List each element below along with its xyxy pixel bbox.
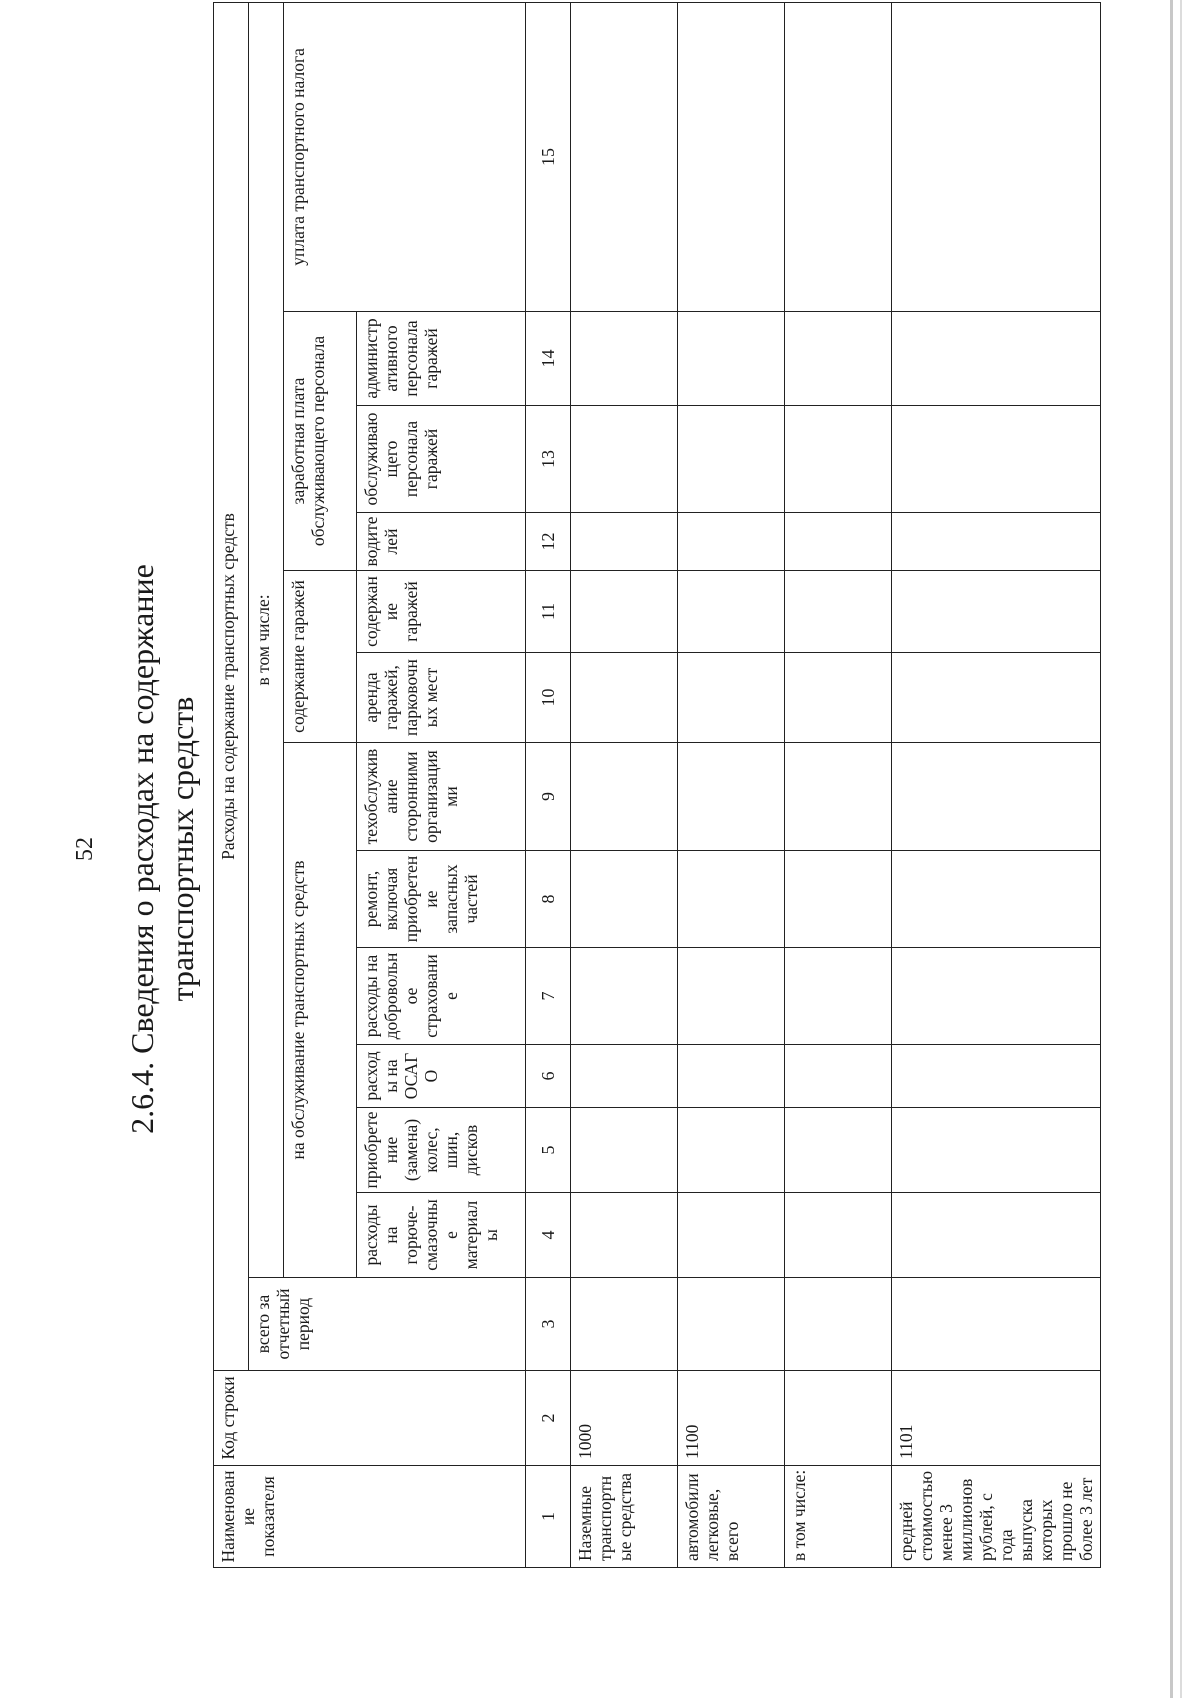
column-number: 11 [526,571,571,653]
data-cell [785,1108,892,1193]
header-col14: административного персонала гаражей [357,312,526,406]
data-cell [785,653,892,743]
header-total: всего за отчетный период [249,1278,526,1371]
header-col13: обслуживающего персонала гаражей [357,406,526,513]
header-col9: техобслуживание сторонними организациями [357,743,526,851]
data-cell [571,653,678,743]
header-including: в том числе: [249,2,284,1277]
data-cell [571,743,678,851]
column-number: 4 [526,1193,571,1278]
data-cell [571,2,678,311]
header-garage-group: содержание гаражей [284,571,357,743]
data-cell [571,1193,678,1278]
data-cell [892,2,1101,311]
row-name: автомобили легковые, всего [678,1466,785,1568]
data-cell [892,1108,1101,1193]
data-cell [892,1193,1101,1278]
data-cell [892,312,1101,406]
data-cell [678,406,785,513]
data-cell [678,948,785,1045]
row-name: Наземные транспортные средства [571,1466,678,1568]
data-cell [571,1278,678,1371]
header-col5: приобретение (замена) колес, шин, дисков [357,1108,526,1193]
data-cell [571,1045,678,1108]
header-col7: расходы на добровольное страхование [357,948,526,1045]
header-name: Наименование показателя [214,1466,526,1568]
header-service-group: на обслуживание транспортных средств [284,743,357,1278]
page-title [122,0,202,1698]
data-cell [571,312,678,406]
data-cell [892,571,1101,653]
data-cell [571,406,678,513]
data-cell [678,743,785,851]
column-number: 2 [526,1371,571,1466]
data-cell [571,1108,678,1193]
data-cell [678,1193,785,1278]
header-col8: ремонт, включая приобретение запасных частей [357,851,526,948]
data-cell [678,513,785,571]
column-number: 15 [526,2,571,311]
column-number: 7 [526,948,571,1045]
data-cell [571,948,678,1045]
data-cell [892,513,1101,571]
column-number: 5 [526,1108,571,1193]
data-cell [785,1193,892,1278]
row-code: 1100 [678,1371,785,1466]
data-cell [678,1278,785,1371]
table-row [678,2,785,1567]
data-cell [678,1108,785,1193]
table-row [785,2,892,1567]
header-col11: содержание гаражей [357,571,526,653]
data-cell [785,1045,892,1108]
data-cell [571,571,678,653]
data-cell [785,312,892,406]
data-cell [785,406,892,513]
data-cell [785,513,892,571]
column-number: 8 [526,851,571,948]
header-col4: расходы на горюче-смазочные материалы [357,1193,526,1278]
data-cell [892,406,1101,513]
row-name: средней стоимостью менее 3 миллионов рублей, с года выпуска которых прошло не более 3 лет [892,1466,1101,1568]
data-cell [785,2,892,311]
header-expenses: Расходы на содержание транспортных средств [214,2,249,1370]
row-code [785,1371,892,1466]
header-col6: расходы на ОСАГО [357,1045,526,1108]
header-salary-group: заработная плата обслуживающего персонала [284,312,357,571]
header-col10: аренда гаражей, парковочных мест [357,653,526,743]
data-cell [678,571,785,653]
column-number: 1 [526,1466,571,1568]
column-number-row [526,2,571,1567]
data-cell [892,653,1101,743]
column-number: 3 [526,1278,571,1371]
header-code: Код строки [214,1371,526,1466]
data-cell [892,743,1101,851]
title-line-1: 2.6.4. Сведения о расходах на содержание [124,564,160,1134]
data-cell [785,743,892,851]
data-cell [785,851,892,948]
row-code: 1101 [892,1371,1101,1466]
row-name: в том числе: [785,1466,892,1568]
column-number: 14 [526,312,571,406]
data-cell [678,312,785,406]
data-cell [571,851,678,948]
row-code: 1000 [571,1371,678,1466]
data-cell [678,2,785,311]
data-cell [571,513,678,571]
title-line-2: транспортных средств [164,696,200,1002]
column-number: 9 [526,743,571,851]
data-cell [785,1278,892,1371]
table-row [892,2,1101,1567]
table-row [571,2,678,1567]
data-cell [892,851,1101,948]
data-cell [678,653,785,743]
data-cell [785,948,892,1045]
column-number: 12 [526,513,571,571]
data-cell [892,1278,1101,1371]
header-col15: уплата транспортного налога [284,2,526,311]
data-cell [678,851,785,948]
column-number: 6 [526,1045,571,1108]
data-cell [892,1045,1101,1108]
column-number: 13 [526,406,571,513]
column-number: 10 [526,653,571,743]
header-col12: водителей [357,513,526,571]
page-number: 52 [72,837,98,861]
data-cell [785,571,892,653]
data-cell [678,1045,785,1108]
data-cell [892,948,1101,1045]
expenses-table [213,2,1101,1568]
